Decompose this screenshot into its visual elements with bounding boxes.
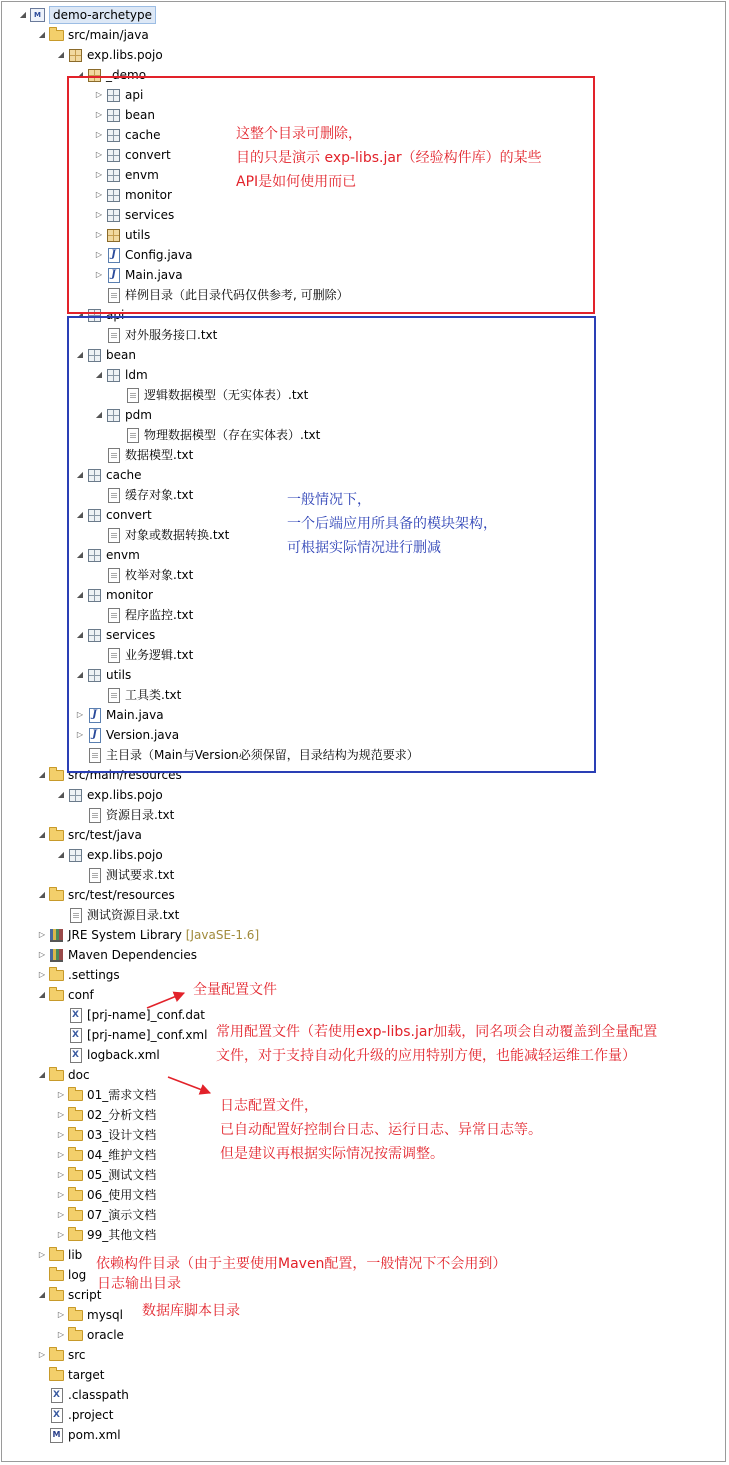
tree-item-label: utils: [106, 668, 132, 682]
tree-item-label: monitor: [125, 188, 172, 202]
collapsed-arrow-icon[interactable]: ▷: [95, 150, 103, 159]
expanded-arrow-icon[interactable]: ◢: [76, 550, 84, 559]
tree-item-label: 缓存对象.txt: [125, 488, 194, 502]
folder-icon: [68, 1328, 83, 1343]
tree-item-label: lib: [68, 1248, 83, 1262]
toggle-spacer: [73, 865, 87, 885]
folder-icon: [68, 1188, 83, 1203]
collapsed-arrow-icon[interactable]: ▷: [57, 1150, 65, 1159]
tree-item-label: bean: [106, 348, 136, 362]
tree-item-label: 主目录（Main与Version必须保留，目录结构为规范要求）: [106, 748, 419, 762]
tree-item-label: .project: [68, 1408, 114, 1422]
collapsed-arrow-icon[interactable]: ▷: [95, 250, 103, 259]
tree-item-label: api: [125, 88, 144, 102]
folder-icon: [49, 988, 64, 1003]
collapsed-arrow-icon[interactable]: ▷: [57, 1190, 65, 1199]
tree-item[interactable]: [54, 1305, 123, 1325]
tree-item-label: Config.java: [125, 248, 193, 262]
project-icon: M: [30, 8, 45, 23]
tree-item-label: 03_设计文档: [87, 1128, 157, 1142]
tree-item-label: 程序监控.txt: [125, 608, 194, 622]
tree-item-label: bean: [125, 108, 155, 122]
tree-item-label: monitor: [106, 588, 153, 602]
folder-icon: [49, 1288, 64, 1303]
tree-item[interactable]: [35, 885, 175, 905]
tree-item-label: JRE System Library: [68, 928, 182, 942]
expanded-arrow-icon[interactable]: ◢: [76, 310, 84, 319]
collapsed-arrow-icon[interactable]: ▷: [95, 110, 103, 119]
source-folder-icon: [49, 888, 64, 903]
tree-item-label: script: [68, 1288, 102, 1302]
tree-item-label: cache: [106, 468, 142, 482]
toggle-spacer: [35, 1405, 49, 1425]
source-folder-icon: [49, 828, 64, 843]
xml-file-icon: X: [68, 1008, 83, 1023]
tree-item-label: pom.xml: [68, 1428, 121, 1442]
collapsed-arrow-icon[interactable]: ▷: [57, 1170, 65, 1179]
tree-item-label: 04_维护文档: [87, 1148, 157, 1162]
folder-icon: [68, 1108, 83, 1123]
collapsed-arrow-icon[interactable]: ▷: [57, 1090, 65, 1099]
source-folder-icon: [49, 28, 64, 43]
tree-item-label: exp.libs.pojo: [87, 788, 163, 802]
tree-item-label: Maven Dependencies: [68, 948, 198, 962]
tree-item-label: exp.libs.pojo: [87, 48, 163, 62]
expanded-arrow-icon[interactable]: ◢: [76, 70, 84, 79]
collapsed-arrow-icon[interactable]: ▷: [57, 1330, 65, 1339]
demo-note-line: 这整个目录可删除，: [236, 126, 362, 142]
tree-item[interactable]: [54, 45, 163, 65]
tree-item-label: convert: [125, 148, 171, 162]
java-file-icon: J: [87, 708, 102, 723]
library-icon: [49, 948, 64, 963]
collapsed-arrow-icon[interactable]: ▷: [95, 130, 103, 139]
tree-item-label: api: [106, 308, 125, 322]
tree-item[interactable]: [54, 1105, 156, 1125]
pom-file-icon: M: [49, 1428, 64, 1443]
collapsed-arrow-icon[interactable]: ▷: [95, 170, 103, 179]
common-conf-note: [216, 1020, 657, 1068]
tree-item[interactable]: [73, 865, 174, 885]
expanded-arrow-icon[interactable]: ◢: [95, 370, 103, 379]
expanded-arrow-icon[interactable]: ◢: [38, 1070, 46, 1079]
architecture-note: [287, 488, 497, 560]
java-file-icon: J: [87, 728, 102, 743]
toggle-spacer: [35, 1265, 49, 1285]
tree-item-label: 对象或数据转换.txt: [125, 528, 230, 542]
collapsed-arrow-icon[interactable]: ▷: [38, 1350, 46, 1359]
tree-item-label: ldm: [125, 368, 148, 382]
tree-item-label: src/test/resources: [68, 888, 175, 902]
collapsed-arrow-icon[interactable]: ▷: [76, 730, 84, 739]
tree-item-label: [prj-name]_conf.xml: [87, 1028, 208, 1042]
tree-item[interactable]: [54, 1185, 156, 1205]
folder-icon: [68, 1228, 83, 1243]
script-note: 数据库脚本目录: [142, 1303, 240, 1319]
package-icon: [68, 48, 83, 63]
folder-icon: [68, 1308, 83, 1323]
collapsed-arrow-icon[interactable]: ▷: [38, 950, 46, 959]
demo-note: [236, 122, 542, 194]
tree-item-label: 测试资源目录.txt: [87, 908, 180, 922]
toggle-spacer: [54, 1045, 68, 1065]
tree-item-label: Main.java: [106, 708, 164, 722]
tree-item[interactable]: [54, 1005, 205, 1025]
tree-item[interactable]: [54, 1205, 156, 1225]
tree-item[interactable]: [35, 1065, 90, 1085]
tree-item-label: Version.java: [106, 728, 180, 742]
tree-item-label: .settings: [68, 968, 120, 982]
text-file-icon: [87, 868, 102, 883]
architecture-note-line: 一般情况下，: [287, 492, 371, 508]
tree-item[interactable]: [35, 825, 142, 845]
tree-item-label: conf: [68, 988, 94, 1002]
collapsed-arrow-icon[interactable]: ▷: [57, 1130, 65, 1139]
text-file-icon: [68, 908, 83, 923]
folder-icon: [68, 1128, 83, 1143]
tree-item[interactable]: [54, 1165, 156, 1185]
tree-item-label: [prj-name]_conf.dat: [87, 1008, 205, 1022]
folder-icon: [49, 968, 64, 983]
tree-item-label: src/test/java: [68, 828, 142, 842]
collapsed-arrow-icon[interactable]: ▷: [95, 90, 103, 99]
tree-item[interactable]: [35, 1365, 105, 1385]
tree-item[interactable]: [35, 1265, 86, 1285]
tree-item[interactable]: [54, 1025, 207, 1045]
tree-item[interactable]: [35, 1385, 129, 1405]
tree-item[interactable]: [54, 785, 163, 805]
collapsed-arrow-icon[interactable]: ▷: [38, 970, 46, 979]
tree-item[interactable]: [54, 845, 163, 865]
common-conf-note-line: 常用配置文件（若使用exp-libs.jar加载，同名项会自动覆盖到全量配置: [216, 1024, 658, 1040]
expanded-arrow-icon[interactable]: ◢: [38, 890, 46, 899]
tree-item-label: envm: [125, 168, 159, 182]
tree-item-label: _demo: [106, 68, 147, 82]
expanded-arrow-icon[interactable]: ◢: [76, 630, 84, 639]
log-conf-note-line: 但是建议再根据实际情况按需调整。: [220, 1146, 444, 1162]
tree-item[interactable]: [35, 1285, 101, 1305]
tree-item[interactable]: [54, 1125, 156, 1145]
tree-item-label: 资源目录.txt: [106, 808, 175, 822]
tree-item-label: src/main/resources: [68, 768, 182, 782]
text-file-icon: [87, 808, 102, 823]
tree-item-label: 01_需求文档: [87, 1088, 157, 1102]
collapsed-arrow-icon[interactable]: ▷: [57, 1110, 65, 1119]
log-note: 日志输出目录: [97, 1276, 181, 1292]
tree-item-label: 物理数据模型（存在实体表）.txt: [144, 428, 321, 442]
expanded-arrow-icon[interactable]: ◢: [76, 590, 84, 599]
tree-item[interactable]: [54, 1325, 124, 1345]
expanded-arrow-icon[interactable]: ◢: [38, 30, 46, 39]
expanded-arrow-icon[interactable]: ◢: [19, 10, 27, 19]
expanded-arrow-icon[interactable]: ◢: [38, 1290, 46, 1299]
folder-icon: [68, 1208, 83, 1223]
expanded-arrow-icon[interactable]: ◢: [38, 830, 46, 839]
tree-item-label: log: [68, 1268, 87, 1282]
xml-file-icon: X: [49, 1408, 64, 1423]
tree-item-label: utils: [125, 228, 151, 242]
java-file-icon: J: [106, 268, 121, 283]
tree-item[interactable]: [35, 1245, 82, 1265]
expanded-arrow-icon[interactable]: ◢: [76, 670, 84, 679]
tree-item-label: demo-archetype: [49, 6, 156, 24]
xml-file-icon: X: [68, 1048, 83, 1063]
expanded-arrow-icon[interactable]: ◢: [76, 470, 84, 479]
collapsed-arrow-icon[interactable]: ▷: [76, 710, 84, 719]
folder-icon: [49, 1248, 64, 1263]
demo-note-line: 目的只是演示 exp-libs.jar（经验构件库）的某些: [236, 150, 542, 166]
expanded-arrow-icon[interactable]: ◢: [57, 790, 65, 799]
expanded-arrow-icon[interactable]: ◢: [38, 770, 46, 779]
source-folder-icon: [49, 768, 64, 783]
architecture-note-line: 一个后端应用所具备的模块架构，: [287, 516, 497, 532]
log-conf-note: [220, 1094, 542, 1166]
tree-item[interactable]: [35, 25, 149, 45]
log-conf-note-line: 已自动配置好控制台日志、运行日志、异常日志等。: [220, 1122, 542, 1138]
tree-item-label: 99_其他文档: [87, 1228, 157, 1242]
tree-item-label: exp.libs.pojo: [87, 848, 163, 862]
collapsed-arrow-icon[interactable]: ▷: [95, 210, 103, 219]
tree-item-label: 测试要求.txt: [106, 868, 175, 882]
expanded-arrow-icon[interactable]: ◢: [38, 990, 46, 999]
collapsed-arrow-icon[interactable]: ▷: [57, 1230, 65, 1239]
lib-note: 依赖构件目录（由于主要使用Maven配置，一般情况下不会用到）: [96, 1256, 507, 1272]
tree-item[interactable]: [73, 805, 174, 825]
xml-file-icon: X: [68, 1028, 83, 1043]
expanded-arrow-icon[interactable]: ◢: [76, 350, 84, 359]
tree-item-label: pdm: [125, 408, 152, 422]
folder-icon: [68, 1088, 83, 1103]
tree-item-decoration: [JavaSE-1.6]: [185, 928, 260, 942]
tree-item-label: convert: [106, 508, 152, 522]
tree-item-label: services: [125, 208, 175, 222]
toggle-spacer: [35, 1385, 49, 1405]
tree-item-label: 02_分析文档: [87, 1108, 157, 1122]
collapsed-arrow-icon[interactable]: ▷: [38, 1250, 46, 1259]
tree-item-label: envm: [106, 548, 140, 562]
xml-file-icon: X: [49, 1388, 64, 1403]
expanded-arrow-icon[interactable]: ◢: [57, 50, 65, 59]
tree-item-label: 07_演示文档: [87, 1208, 157, 1222]
package-empty-icon: [68, 848, 83, 863]
toggle-spacer: [35, 1425, 49, 1445]
toggle-spacer: [54, 905, 68, 925]
tree-item-label: cache: [125, 128, 161, 142]
folder-icon: [68, 1168, 83, 1183]
tree-item-label: 业务逻辑.txt: [125, 648, 194, 662]
tree-item[interactable]: [35, 945, 197, 965]
collapsed-arrow-icon[interactable]: ▷: [57, 1310, 65, 1319]
tree-item-label: services: [106, 628, 156, 642]
tree-item-label: .classpath: [68, 1388, 129, 1402]
library-icon: [49, 928, 64, 943]
tree-item[interactable]: [54, 905, 179, 925]
toggle-spacer: [54, 1025, 68, 1045]
expanded-arrow-icon[interactable]: ◢: [57, 850, 65, 859]
collapsed-arrow-icon[interactable]: ▷: [95, 230, 103, 239]
tree-item[interactable]: [35, 985, 94, 1005]
tree-item[interactable]: [35, 965, 120, 985]
common-conf-note-line: 文件，对于支持自动化升级的应用特别方便，也能减轻运维工作量）: [216, 1048, 636, 1064]
toggle-spacer: [35, 1365, 49, 1385]
demo-note-line: API是如何使用而已: [236, 174, 357, 190]
tree-item[interactable]: [35, 1405, 113, 1425]
tree-item[interactable]: [54, 1145, 156, 1165]
expanded-arrow-icon[interactable]: ◢: [76, 510, 84, 519]
tree-item[interactable]: [54, 1225, 156, 1245]
toggle-spacer: [54, 1005, 68, 1025]
tree-item-label: oracle: [87, 1328, 124, 1342]
expanded-arrow-icon[interactable]: ◢: [95, 410, 103, 419]
tree-item-label: 数据模型.txt: [125, 448, 194, 462]
tree-item-label: Main.java: [125, 268, 183, 282]
folder-icon: [49, 1348, 64, 1363]
architecture-note-line: 可根据实际情况进行删减: [287, 540, 441, 556]
tree-item[interactable]: [16, 5, 156, 25]
demo-highlight-box: [67, 76, 595, 314]
tree-item-label: 05_测试文档: [87, 1168, 157, 1182]
tree-item[interactable]: [35, 925, 259, 945]
folder-icon: [49, 1268, 64, 1283]
tree-item[interactable]: [54, 1045, 160, 1065]
tree-item-label: doc: [68, 1068, 90, 1082]
tree-item-label: 对外服务接口.txt: [125, 328, 218, 342]
java-file-icon: J: [106, 248, 121, 263]
tree-item-label: 工具类.txt: [125, 688, 182, 702]
tree-item-label: logback.xml: [87, 1048, 160, 1062]
tree-item-label: mysql: [87, 1308, 123, 1322]
collapsed-arrow-icon[interactable]: ▷: [38, 930, 46, 939]
tree-item-label: 枚举对象.txt: [125, 568, 194, 582]
toggle-spacer: [73, 805, 87, 825]
tree-item-label: 06_使用文档: [87, 1188, 157, 1202]
tree-item-label: target: [68, 1368, 105, 1382]
full-conf-note: 全量配置文件: [193, 982, 277, 998]
tree-item[interactable]: [35, 1425, 121, 1445]
tree-item-label: 逻辑数据模型（无实体表）.txt: [144, 388, 309, 402]
folder-icon: [68, 1148, 83, 1163]
collapsed-arrow-icon[interactable]: ▷: [95, 270, 103, 279]
tree-item[interactable]: [35, 1345, 86, 1365]
collapsed-arrow-icon[interactable]: ▷: [95, 190, 103, 199]
folder-icon: [49, 1068, 64, 1083]
package-empty-icon: [68, 788, 83, 803]
tree-item[interactable]: [54, 1085, 156, 1105]
tree-item-label: src/main/java: [68, 28, 149, 42]
log-conf-note-line: 日志配置文件，: [220, 1098, 318, 1114]
folder-icon: [49, 1368, 64, 1383]
tree-item-label: src: [68, 1348, 86, 1362]
collapsed-arrow-icon[interactable]: ▷: [57, 1210, 65, 1219]
tree-item-label: 样例目录（此目录代码仅供参考, 可删除）: [125, 288, 349, 302]
